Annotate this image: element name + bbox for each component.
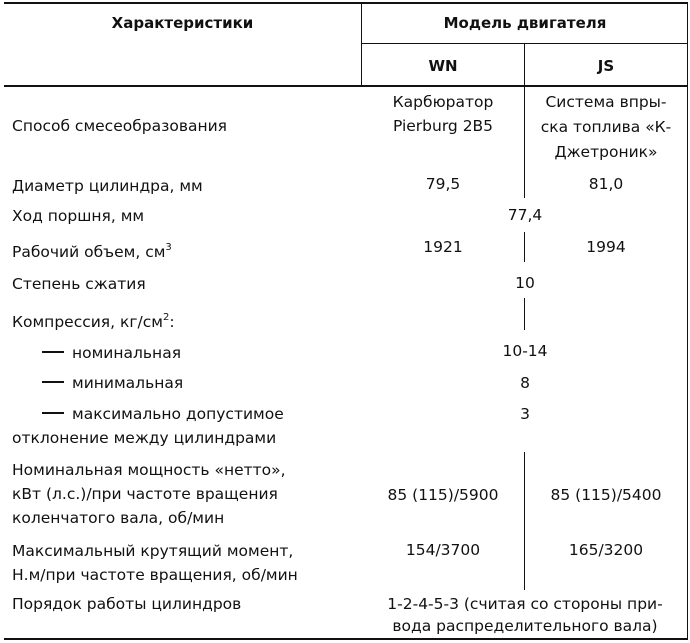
row-compression-label-tail: : [169, 313, 175, 331]
row-torque-label-line1: Максимальный крутящий момент, [12, 542, 294, 560]
row-compression-minimal-text: минимальная [72, 374, 184, 392]
row-mixture-js-line3: Джетроник» [554, 143, 658, 161]
row-power-label-line2: кВт (л.с.)/при частоте вращения [12, 485, 278, 503]
row-mixture-label: Способ смесеобразования [12, 117, 228, 135]
row-bore-label: Диаметр цилиндра, мм [12, 177, 203, 195]
row-bore-js: 81,0 [588, 175, 624, 193]
row-compression-minimal-value: 8 [520, 374, 530, 392]
header-bottom-rule [4, 85, 688, 87]
row-power-js: 85 (115)/5400 [550, 486, 662, 504]
header-model-js: JS [597, 57, 615, 75]
row-mixture-wn-line1: Карбюратор [392, 93, 494, 111]
row-displacement-label-text: Рабочий объем, см [12, 243, 166, 261]
row-compression-nominal-value: 10-14 [502, 342, 548, 360]
row-stroke-value: 77,4 [507, 206, 543, 224]
table-top-rule [4, 2, 688, 4]
row-bore-wn: 79,5 [425, 175, 461, 193]
row-torque-wn: 154/3700 [405, 541, 481, 559]
row-compression-minimal-label [42, 373, 183, 394]
row-firing-order-value-line2: вода распределительного вала) [392, 617, 658, 635]
row-compression-deviation-value: 3 [520, 405, 530, 423]
row-compression-ratio-value: 10 [515, 274, 535, 292]
model-header-rule [362, 43, 688, 44]
row-compression-deviation-label-line2: отклонение между цилиндрами [12, 429, 277, 447]
row-torque-label-line2: Н.м/при частоте вращения, об/мин [12, 566, 298, 584]
row-displacement-label [12, 242, 172, 263]
row-compression-label-sup: 2 [162, 312, 170, 323]
model-column-divider-power [524, 452, 525, 590]
row-firing-order-label: Порядок работы цилиндров [12, 595, 242, 613]
row-stroke-label: Ход поршня, мм [12, 207, 145, 225]
row-torque-js: 165/3200 [568, 541, 644, 559]
table-right-border [687, 2, 688, 639]
row-firing-order-value-line1: 1-2-4-5-3 (считая со стороны при- [387, 595, 663, 613]
row-compression-label-text: Компрессия, кг/см [12, 313, 163, 331]
dash-mark [42, 351, 64, 353]
row-power-label-line3: коленчатого вала, об/мин [12, 509, 225, 527]
row-compression-deviation-text1: максимально допустимое [72, 405, 284, 423]
row-displacement-js: 1994 [586, 238, 626, 256]
dash-mark [42, 381, 64, 383]
row-mixture-wn-line2: Pierburg 2B5 [392, 117, 494, 135]
row-power-label-line1: Номинальная мощность «нетто», [12, 461, 286, 479]
row-displacement-label-sup: 3 [165, 242, 172, 253]
row-mixture-js-line1: Система впры- [545, 93, 667, 111]
row-compression-nominal-label [42, 343, 181, 364]
row-compression-ratio-label: Степень сжатия [12, 275, 146, 293]
row-compression-label [12, 312, 175, 333]
header-model-wn: WN [428, 57, 458, 75]
header-characteristics: Характеристики [111, 14, 254, 32]
row-power-wn: 85 (115)/5900 [387, 486, 499, 504]
row-compression-deviation-label-line1 [42, 404, 284, 425]
row-displacement-wn: 1921 [423, 238, 463, 256]
table-bottom-rule [4, 638, 688, 640]
row-mixture-js-line2: ска топлива «К- [540, 118, 672, 136]
row-compression-nominal-text: номинальная [72, 344, 182, 362]
header-engine-model: Модель двигателя [443, 14, 607, 32]
model-column-divider-compression [524, 298, 525, 330]
dash-mark [42, 412, 64, 414]
